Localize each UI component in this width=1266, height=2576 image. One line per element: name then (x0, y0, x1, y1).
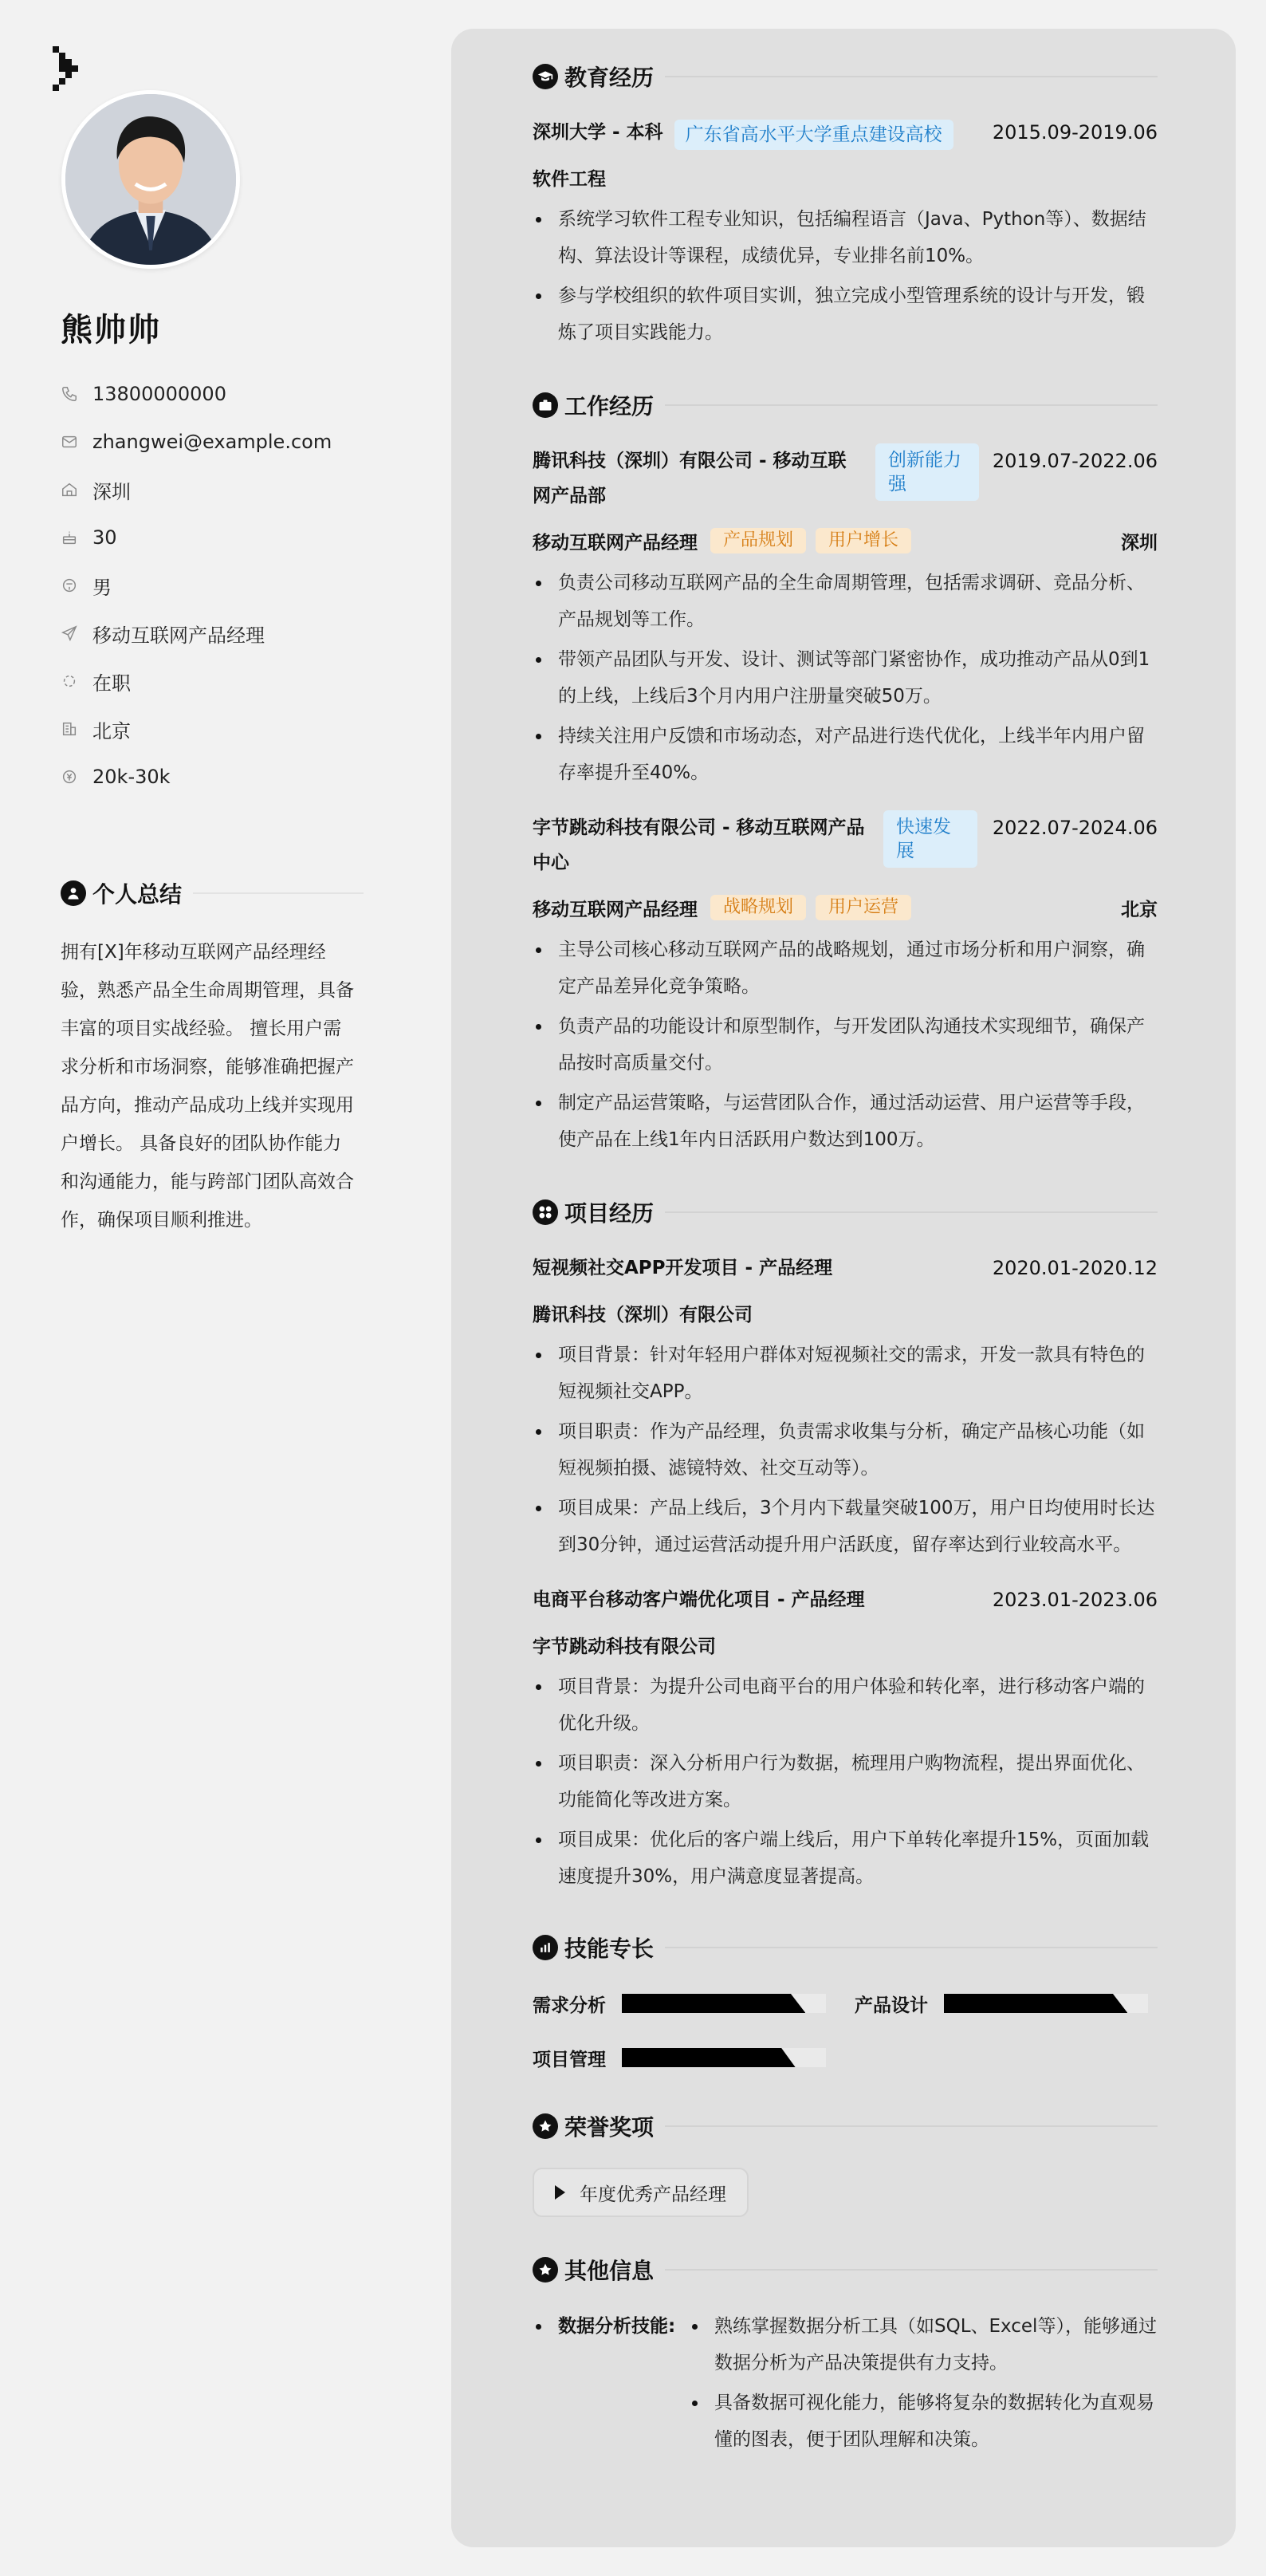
status-icon (61, 672, 78, 690)
summary-heading (61, 877, 364, 909)
work-2-tag: 快速发展 (883, 810, 977, 868)
work-1-company: 腾讯科技（深圳）有限公司 - 移动互联网产品部 (533, 451, 847, 506)
skill-label: 产品设计 (855, 1995, 928, 2016)
phone-icon (61, 385, 78, 403)
info-job-text: 移动互联网产品经理 (92, 624, 265, 647)
divider (193, 892, 364, 894)
work-2-date: 2022.07-2024.06 (992, 817, 1158, 839)
work-2-city: 北京 (1121, 899, 1158, 920)
info-email (61, 418, 332, 466)
work-1-tag-2: 用户增长 (816, 528, 911, 553)
work-1-role-wrap (533, 528, 911, 554)
work-2-company-wrap (533, 810, 977, 880)
other-heading (533, 2249, 1158, 2290)
cake-icon (61, 529, 78, 546)
user-icon (61, 880, 86, 906)
contact-info-list (61, 370, 332, 801)
project-1-bullets (533, 1337, 1158, 1563)
play-icon (555, 2185, 565, 2200)
awards-heading (533, 2105, 1158, 2147)
skill-item (533, 2042, 855, 2074)
skills-grid (533, 1987, 1158, 2074)
list-item: 项目职责：作为产品经理，负责需求收集与分析，确定产品核心功能（如短视频拍摄、滤镜特效、社交互动等）。 (533, 1413, 1158, 1487)
education-school-wrap (533, 115, 953, 150)
info-status-text: 在职 (92, 672, 131, 695)
info-salary (61, 753, 332, 801)
info-job (61, 609, 332, 657)
education-major-row (533, 160, 1158, 195)
work-2-tag-1: 战略规划 (710, 895, 806, 920)
currency-icon (61, 768, 78, 786)
project-2-company-row (533, 1627, 1158, 1662)
info-location-text: 深圳 (92, 480, 131, 503)
info-target-city (61, 705, 332, 753)
education-heading (533, 56, 1158, 97)
work-2-role: 移动互联网产品经理 (533, 899, 698, 920)
list-item: 负责公司移动互联网产品的全生命周期管理，包括需求调研、竞品分析、产品规划等工作。 (533, 565, 1158, 638)
work-2-company: 字节跳动科技有限公司 - 移动互联网产品中心 (533, 817, 865, 873)
education-entry (533, 115, 1158, 150)
skills-title: 技能专长 (564, 1936, 655, 1962)
list-item: 负责产品的功能设计和原型制作，与开发团队沟通技术实现细节，确保产品按时高质量交付。 (533, 1008, 1158, 1081)
divider (665, 2125, 1158, 2127)
other-entry (533, 2308, 1158, 2461)
skill-item (855, 1987, 1158, 2019)
education-bullets (533, 201, 1158, 351)
info-icon (533, 2257, 558, 2283)
skill-item (533, 1987, 855, 2019)
other-title: 其他信息 (564, 2258, 655, 2284)
work-title: 工作经历 (564, 393, 655, 419)
list-item: 主导公司核心移动互联网产品的战略规划，通过市场分析和用户洞察，确定产品差异化竞争策略。 (533, 932, 1158, 1005)
work-heading (533, 384, 1158, 426)
project-1-date: 2020.01-2020.12 (992, 1257, 1158, 1279)
building-icon (61, 720, 78, 738)
project-1-company-row (533, 1295, 1158, 1330)
work-1-company-wrap (533, 443, 979, 514)
summary-title: 个人总结 (92, 881, 183, 908)
skill-bar (622, 2048, 826, 2067)
education-date: 2015.09-2019.06 (992, 121, 1158, 144)
work-1-tag-1: 产品规划 (710, 528, 806, 553)
info-email-text: zhangwei@example.com (92, 431, 332, 453)
award-icon (533, 2113, 558, 2139)
list-item: 项目背景：针对年轻用户群体对短视频社交的需求，开发一款具有特色的短视频社交APP。 (533, 1337, 1158, 1410)
project-2-date: 2023.01-2023.06 (992, 1589, 1158, 1611)
award-item[interactable] (533, 2168, 749, 2217)
home-icon (61, 481, 78, 498)
skill-bar (944, 1994, 1148, 2013)
divider (665, 404, 1158, 406)
briefcase-icon (533, 392, 558, 418)
avatar (61, 90, 240, 269)
education-title: 教育经历 (564, 65, 655, 91)
skill-label: 需求分析 (533, 1995, 606, 2016)
work-1-city: 深圳 (1121, 532, 1158, 553)
project-entry-2 (533, 1582, 1158, 1617)
work-2-role-wrap (533, 895, 911, 921)
skill-bar-fill (944, 1994, 1127, 2013)
work-2-tag-2: 用户运营 (816, 895, 911, 920)
work-1-role: 移动互联网产品经理 (533, 532, 698, 553)
project-1-company: 腾讯科技（深圳）有限公司 (533, 1304, 753, 1325)
work-entry-1 (533, 443, 1158, 514)
divider (665, 1947, 1158, 1948)
info-phone (61, 370, 332, 418)
projects-heading (533, 1191, 1158, 1233)
project-2-company: 字节跳动科技有限公司 (533, 1636, 716, 1657)
work-2-bullets (533, 932, 1158, 1158)
list-item: 项目成果：产品上线后，3个月内下载量突破100万，用户日均使用时长达到30分钟，通过运营活动提升用户活跃度，留存率达到行业较高水平。 (533, 1490, 1158, 1563)
other-key: 数据分析技能: (533, 2308, 689, 2461)
info-phone-text: 13800000000 (92, 383, 226, 405)
list-item: 项目职责：深入分析用户行为数据，梳理用户购物流程，提出界面优化、功能简化等改进方案。 (533, 1745, 1158, 1818)
list-item: 系统学习软件工程专业知识，包括编程语言（Java、Python等）、数据结构、算法设计等课程，成绩优异，专业排名前10%。 (533, 201, 1158, 274)
info-gender-text: 男 (92, 576, 112, 599)
divider (665, 1211, 1158, 1213)
work-2-role-row (533, 890, 1158, 925)
skill-bar (622, 1994, 826, 2013)
project-2-name: 电商平台移动客户端优化项目 - 产品经理 (533, 1589, 865, 1610)
work-entry-2 (533, 810, 1158, 880)
candidate-name: 熊帅帅 (61, 312, 161, 349)
education-major: 软件工程 (533, 168, 606, 190)
education-school: 深圳大学 - 本科 (533, 122, 663, 143)
info-gender (61, 561, 332, 609)
skill-bar-fill (622, 1994, 805, 2013)
divider (665, 2269, 1158, 2271)
send-icon (61, 624, 78, 642)
info-target-city-text: 北京 (92, 719, 131, 742)
info-age (61, 514, 332, 561)
mail-icon (61, 433, 78, 451)
skill-label: 项目管理 (533, 2049, 606, 2070)
info-status (61, 657, 332, 705)
work-1-tag: 创新能力强 (875, 443, 979, 501)
resume-main (533, 56, 1158, 2461)
info-salary-text: 20k-30k (92, 766, 171, 788)
list-item: 制定产品运营策略，与运营团队合作，通过活动运营、用户运营等手段，使产品在上线1年内日活跃用户数达到100万。 (533, 1085, 1158, 1158)
work-1-date: 2019.07-2022.06 (992, 450, 1158, 472)
list-item: 项目背景：为提升公司电商平台的用户体验和转化率，进行移动客户端的优化升级。 (533, 1668, 1158, 1742)
project-2-bullets (533, 1668, 1158, 1895)
divider (665, 76, 1158, 77)
list-item: 参与学校组织的软件项目实训，独立完成小型管理系统的设计与开发，锻炼了项目实践能力。 (533, 278, 1158, 351)
list-item: 项目成果：优化后的客户端上线后，用户下单转化率提升15%，页面加载速度提升30%，用户满意度显著提高。 (533, 1822, 1158, 1895)
sidebar (0, 0, 431, 2576)
info-location (61, 466, 332, 514)
work-1-role-row (533, 523, 1158, 558)
list-item: 带领产品团队与开发、设计、测试等部门紧密协作，成功推动产品从0到1的上线，上线后3个月内用户注册量突破50万。 (533, 641, 1158, 715)
chevron-logo-icon (53, 46, 81, 91)
work-1-bullets (533, 565, 1158, 791)
projects-title: 项目经历 (564, 1200, 655, 1227)
other-bullets (689, 2308, 1158, 2461)
project-entry-1 (533, 1251, 1158, 1286)
skills-heading (533, 1927, 1158, 1968)
graduation-cap-icon (533, 64, 558, 89)
grid-icon (533, 1199, 558, 1225)
award-label: 年度优秀产品经理 (580, 2184, 726, 2205)
awards-title: 荣誉奖项 (564, 2114, 655, 2141)
summary-text: 拥有[X]年移动互联网产品经理经验，熟悉产品全生命周期管理，具备丰富的项目实战经验。 擅长用户需求分析和市场洞察，能够准确把握产品方向，推动产品成功上线并实现用户增长。 具备良好的团队协作能力和沟通能力，能与跨部门团队高效合作，确保项目顺利推进。 (61, 942, 354, 1231)
skill-bar-fill (622, 2048, 796, 2067)
bar-chart-icon (533, 1935, 558, 1960)
info-age-text: 30 (92, 526, 117, 549)
education-tag: 广东省高水平大学重点建设高校 (674, 120, 953, 150)
project-1-name: 短视频社交APP开发项目 - 产品经理 (533, 1258, 833, 1278)
gender-icon (61, 577, 78, 594)
list-item: 具备数据可视化能力，能够将复杂的数据转化为直观易懂的图表，便于团队理解和决策。 (689, 2385, 1158, 2458)
list-item: 持续关注用户反馈和市场动态，对产品进行迭代优化，上线半年内用户留存率提升至40%。 (533, 718, 1158, 791)
list-item: 熟练掌握数据分析工具（如SQL、Excel等），能够通过数据分析为产品决策提供有力支持。 (689, 2308, 1158, 2381)
